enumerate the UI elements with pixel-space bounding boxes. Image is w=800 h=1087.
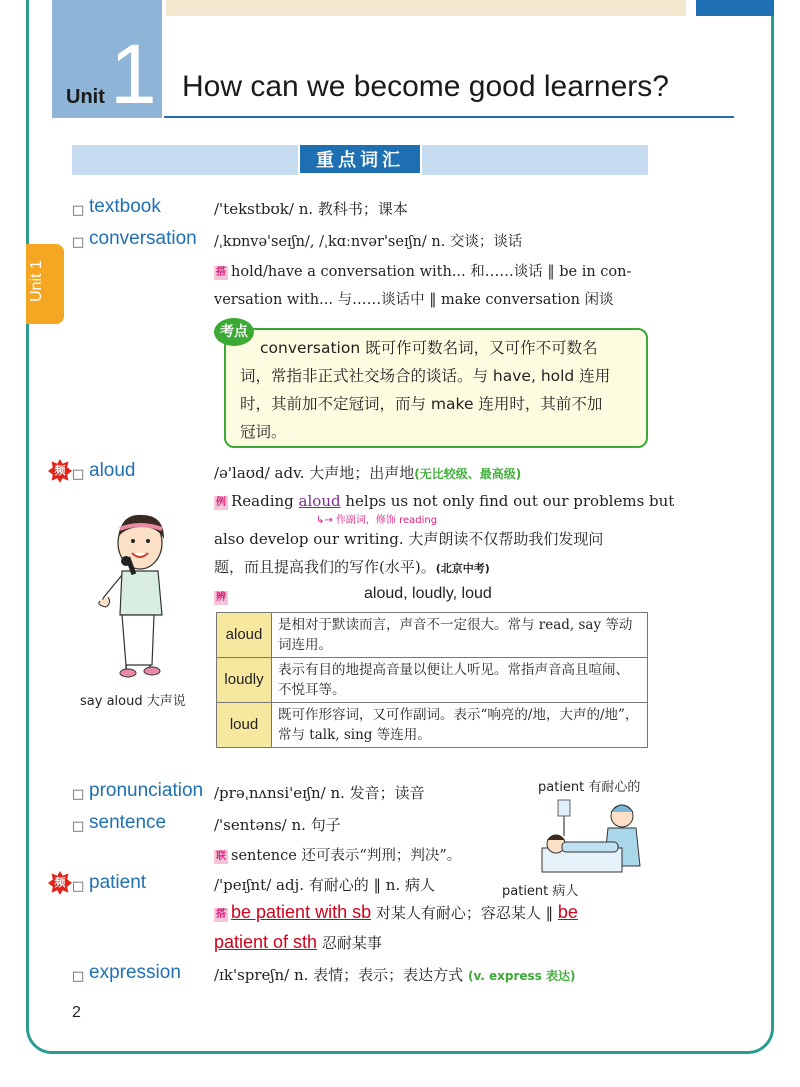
aloud-note: (无比较级、最高级) (414, 467, 522, 481)
checkbox-icon: □ (72, 787, 85, 802)
compare-text: 表示有目的地提高音量以便让人听见。常指声音高且喧闹、不悦耳等。 (272, 658, 648, 703)
definition-conversation: /ˌkɒnvə'seɪʃn/, /ˌkɑːnvər'seɪʃn/ n. 交谈；谈话 (214, 234, 523, 250)
word-conversation: conversation (89, 228, 197, 249)
checkbox-icon: □ (72, 819, 85, 834)
phrase-meaning: 对某人有耐心；容忍某人 ‖ (371, 904, 558, 922)
frequent-star-icon: 频 (50, 461, 70, 481)
unit-label: Unit (66, 86, 105, 108)
table-row (217, 703, 648, 748)
word-expression: expression (89, 962, 181, 983)
exam-note-line: 冠词。 (240, 423, 287, 441)
top-strip (166, 0, 686, 16)
title-underline (164, 116, 734, 118)
example-pre: Reading (231, 492, 299, 510)
table-row (217, 658, 648, 703)
definition-expression (214, 964, 576, 985)
phrase-conversation-1 (214, 260, 631, 281)
exam-note-line: 词，常指非正式社交场合的谈话。与 have, hold 连用 (240, 367, 611, 385)
word-sentence: sentence (89, 812, 167, 833)
frequent-star-icon: 频 (50, 873, 70, 893)
page-title: How can we become good learners? (182, 70, 669, 103)
example-highlight: aloud (298, 492, 341, 510)
related-tag: 联 (216, 851, 226, 862)
example-line3-text: 题，而且提高我们的写作(水平)。 (214, 558, 436, 576)
phrase-tag: 搭 (216, 267, 226, 278)
phrase-patient-2 (214, 932, 382, 953)
arrow-icon: ↳→ (316, 515, 336, 526)
word-pronunciation: pronunciation (89, 780, 204, 801)
checkbox-icon: □ (72, 879, 85, 894)
definition-text: /ə'laʊd/ adv. 大声地；出声地 (214, 464, 415, 482)
word-aloud: aloud (89, 460, 136, 481)
example-aloud-2: also develop our writing. 大声朗读不仅帮助我们发现问 (214, 530, 604, 548)
checkbox-icon: □ (72, 203, 85, 218)
definition-textbook: /'tekstbʊk/ n. 教科书；课本 (214, 200, 408, 218)
example-annotation (316, 511, 437, 526)
exam-note-line: conversation 既可作可数名词，又可作不可数名 (260, 339, 598, 357)
top-corner-block (696, 0, 774, 16)
compare-label: loudly (217, 658, 272, 703)
page-number: 2 (72, 1004, 81, 1021)
compare-label: aloud (217, 613, 272, 658)
phrase-conversation-2: versation with... 与……谈话中 ‖ make conversation 闲谈 (214, 292, 614, 308)
compare-text: 是相对于默读而言，声音不一定很大。常与 read, say 等动词连用。 (272, 613, 648, 658)
phrase-highlight: be (557, 902, 578, 922)
example-aloud-1 (214, 492, 674, 510)
example-tag: 例 (216, 497, 226, 508)
definition-patient: /'peɪʃnt/ adj. 有耐心的 ‖ n. 病人 (214, 876, 436, 894)
phrase-highlight: be patient with sb (231, 902, 372, 922)
exam-note-line: 时，其前加不定冠词，而与 make 连用时，其前不加 (240, 395, 603, 413)
compare-tag: 辨 (216, 592, 226, 603)
expression-note: (v. express 表达) (467, 969, 576, 983)
definition-text: /ɪk'spreʃn/ n. 表情；表示；表达方式 (214, 966, 464, 984)
compare-text: 既可作形容词，又可作副词。表示“响亮的/地，大声的/地”，常与 talk, sing 等连用。 (272, 703, 648, 748)
checkbox-icon: □ (72, 969, 85, 984)
table-row (217, 613, 648, 658)
word-textbook: textbook (89, 196, 161, 217)
image-caption-patient-noun: patient 病人 (502, 884, 579, 899)
definition-aloud (214, 462, 521, 483)
checkbox-icon: □ (72, 467, 85, 482)
example-aloud-3 (214, 556, 490, 577)
unit-number: 1 (110, 27, 157, 121)
exam-note-label: 考点 (214, 318, 254, 346)
compare-title: aloud, loudly, loud (364, 585, 492, 602)
annotation-text: 作副词，修饰 reading (335, 515, 438, 526)
word-patient: patient (89, 872, 147, 893)
image-caption-patient-adj: patient 有耐心的 (538, 780, 641, 795)
image-caption-aloud: say aloud 大声说 (80, 694, 186, 709)
phrase-highlight: patient of sth (214, 932, 318, 952)
doctor-patient-illustration (532, 796, 652, 878)
phrase-patient-1 (214, 902, 578, 923)
definition-pronunciation: /prəˌnʌnsi'eɪʃn/ n. 发音；读音 (214, 784, 425, 802)
definition-sentence: /'sentəns/ n. 句子 (214, 816, 341, 834)
related-text: sentence 还可表示“判刑；判决”。 (231, 848, 462, 864)
section-title: 重点词汇 (298, 143, 422, 175)
phrase-meaning: 忍耐某事 (317, 934, 382, 952)
checkbox-icon: □ (72, 235, 85, 250)
side-tab-label: Unit 1 (28, 260, 45, 302)
related-sentence (214, 844, 461, 865)
girl-speaking-illustration (92, 505, 202, 685)
compare-tag-wrap (214, 586, 231, 605)
source-note: (北京中考) (435, 562, 490, 575)
compare-label: loud (217, 703, 272, 748)
phrase-text: hold/have a conversation with... 和……谈话 ‖ be in con- (231, 264, 632, 280)
side-tab (26, 244, 64, 324)
phrase-tag: 搭 (216, 909, 226, 920)
compare-table (216, 612, 648, 748)
example-post: helps us not only find out our problems but (340, 492, 675, 510)
